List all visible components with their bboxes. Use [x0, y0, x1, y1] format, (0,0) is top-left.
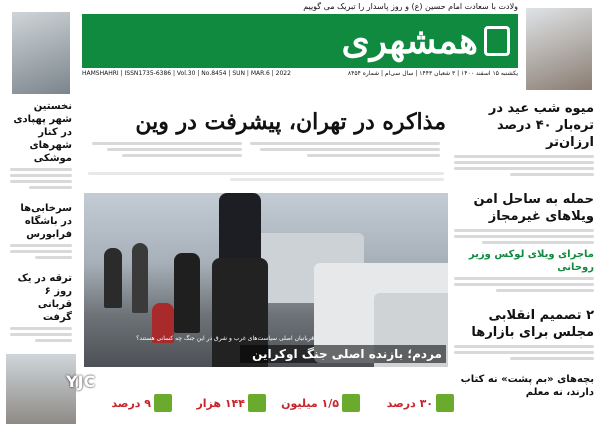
left-top-photo — [12, 12, 70, 94]
right-story-title: بچه‌های «بم پشت» نه کتاب دارند، نه معلم — [460, 374, 594, 398]
photo-caption: مردم؛ بازنده اصلی جنگ اوکراین — [240, 345, 446, 363]
subhead-left-text — [92, 142, 242, 160]
issue-bar-persian: یکشنبه ۱۵ اسفند ۱۴۰۰ | ۳ شعبان ۱۴۴۳ | سال سی‌ام | شماره ۸۴۵۴ — [347, 70, 518, 77]
stats-bar — [82, 388, 454, 418]
right-story-title: حمله به ساحل امن ویلاهای غیرمجاز — [473, 192, 594, 224]
left-story-title: سرخابی‌ها در باشگاه فرابورس — [20, 203, 72, 240]
right-story-title: ۲ تصمیم انقلابی مجلس برای بازارها — [471, 308, 594, 340]
stat-value: ۳۰ درصد — [386, 396, 433, 410]
photo-subcaption: قربانیان اصلی سیاست‌های غرب و شرق در این جنگ چه کسانی هستند؟ — [136, 335, 314, 342]
right-column — [454, 100, 594, 399]
logo-icon — [484, 26, 510, 56]
house-icon — [436, 394, 454, 412]
chart-icon — [154, 394, 172, 412]
main-photo — [84, 193, 448, 367]
right-story-accent: ماجرای ویلای لوکس وزیر روحانی — [468, 249, 594, 273]
issue-bar-english: HAMSHAHRI | ISSN1735-6386 | Vol.30 | No.8454 | SUN | MAR.6 | 2022 — [82, 70, 291, 77]
stat-value: ۹ درصد — [111, 396, 151, 410]
stat-item — [176, 388, 266, 418]
right-top-photo — [526, 8, 592, 90]
stat-value: ۱۴۴ هزار — [196, 396, 245, 410]
newspaper-title: همشهری — [341, 20, 478, 62]
top-strip: ولادت با سعادت امام حسین (ع) و روز پاسدار را تبریک می گوییم — [303, 2, 518, 11]
stat-item — [82, 388, 172, 418]
right-story-title: میوه شب عید در تره‌بار ۴۰ درصد ارزان‌تر — [488, 101, 594, 150]
left-story-title: ترقه در یک روز ۶ قربانی گرفت — [17, 273, 72, 323]
main-headline: مذاکره در تهران، پیشرفت در وین — [135, 109, 446, 135]
people-icon — [342, 394, 360, 412]
watermark-logo: YJC — [66, 372, 96, 391]
stat-value: ۱/۵ میلیون — [281, 396, 339, 410]
subhead-right-text — [250, 142, 440, 160]
issue-bar — [82, 70, 518, 80]
left-story-title: نخستین شهر پهپادی در کنار شهرهای موشکی — [13, 101, 72, 164]
subhead-dividers — [88, 172, 444, 188]
stat-item — [270, 388, 360, 418]
triangle-icon — [248, 394, 266, 412]
stat-item — [364, 388, 454, 418]
masthead — [82, 14, 518, 68]
